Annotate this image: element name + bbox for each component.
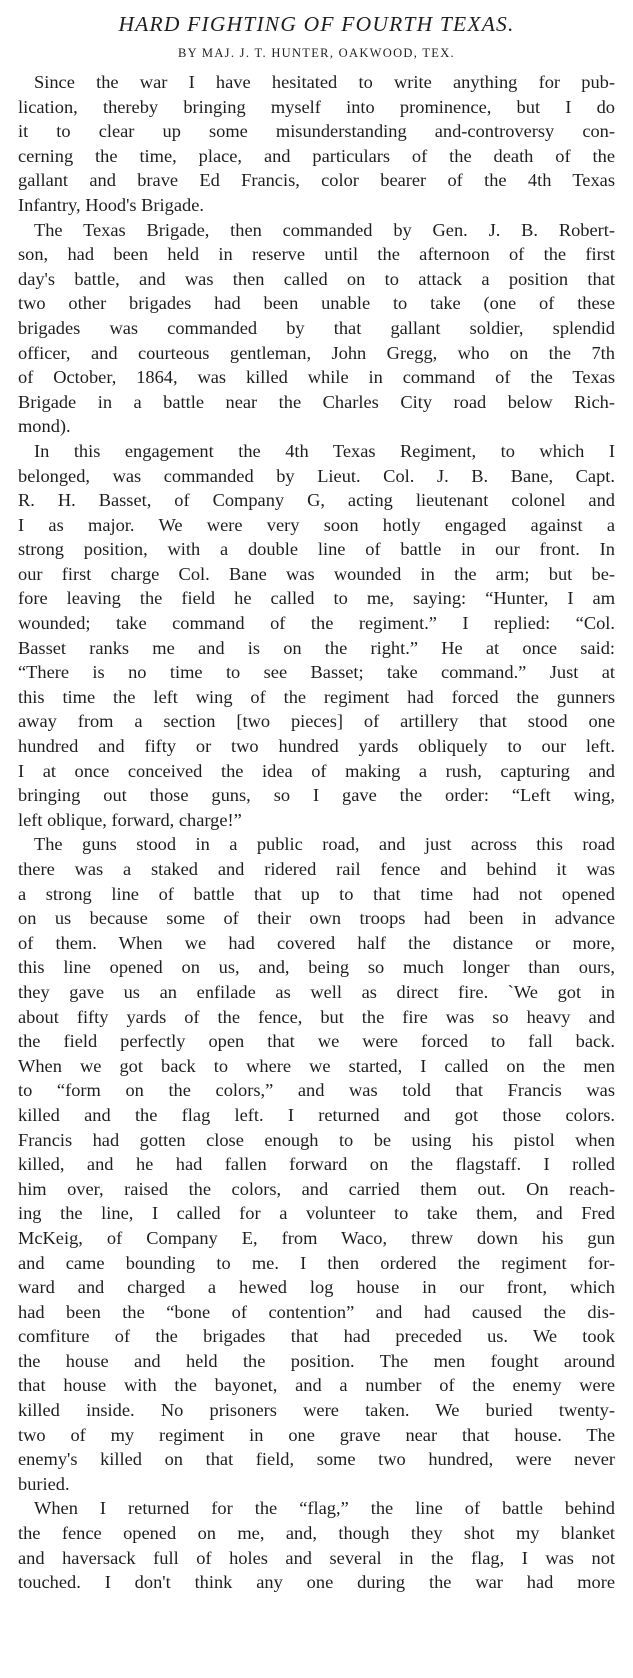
text-line: buried. [18, 1473, 70, 1494]
article-body [18, 70, 615, 1595]
text-line: I at once conceived the idea of making a rush, capturing and [18, 760, 615, 781]
text-line: away from a section [two pieces] of artillery that stood one [18, 711, 615, 732]
text-line: this time the left wing of the regiment had forced the gunners [18, 686, 615, 707]
text-line: son, had been held in reserve until the afternoon of the first [18, 244, 615, 265]
paragraph [18, 832, 615, 1496]
text-line: this line opened on us, and, being so much longer than ours, [18, 957, 615, 978]
text-line: day's battle, and was then called on to attack a position that [18, 268, 615, 289]
article-byline: BY MAJ. J. T. HUNTER, OAKWOOD, TEX. [178, 46, 455, 60]
text-line: The Texas Brigade, then commanded by Gen. J. B. Robert- [34, 219, 615, 240]
text-line: our first charge Col. Bane was wounded in the arm; but be- [18, 563, 615, 584]
text-line: it to clear up some misunderstanding and-controversy con- [18, 121, 615, 142]
paragraph [18, 70, 615, 218]
text-line: there was a staked and ridered rail fence and behind it was [18, 859, 615, 879]
text-line: wounded; take command of the regiment.” I replied: “Col. [18, 613, 615, 634]
text-line: Basset ranks me and is on the right.” He at once said: [18, 637, 615, 658]
text-line: Francis had gotten close enough to be using his pistol when [18, 1129, 615, 1150]
text-line: to “form on the colors,” and was told that Francis was [18, 1080, 615, 1101]
text-line: lication, thereby bringing myself into prominence, but I do [18, 96, 615, 117]
text-line: touched. I don't think any one during the war had more [18, 1572, 615, 1593]
text-line: enemy's killed on that field, some two hundred, were never [18, 1449, 615, 1470]
text-line: R. H. Basset, of Company G, acting lieutenant colonel and [18, 490, 615, 511]
paragraph [18, 439, 615, 833]
text-line: the field perfectly open that we were forced to fall back. [18, 1031, 615, 1052]
text-line: comfiture of the brigades that had preceded us. We took [18, 1326, 615, 1347]
text-line: Since the war I have hesitated to write anything for pub- [34, 72, 615, 92]
text-line: In this engagement the 4th Texas Regiment, to which I [34, 440, 615, 461]
text-line: cerning the time, place, and particulars of the death of the [18, 145, 615, 166]
text-line: hundred and fifty or two hundred yards obliquely to our left. [18, 736, 615, 757]
text-line: gallant and brave Ed Francis, color bearer of the 4th Texas [18, 170, 615, 191]
text-line: “There is no time to see Basset; take command.” Just at [18, 662, 615, 683]
text-line: When I returned for the “flag,” the line of battle behind [34, 1498, 615, 1519]
text-line: killed inside. No prisoners were taken. We buried twenty- [18, 1400, 615, 1421]
text-line: had been the “bone of contention” and had caused the dis- [18, 1301, 615, 1322]
text-line: McKeig, of Company E, from Waco, threw down his gun [18, 1227, 615, 1248]
paragraph [18, 218, 615, 439]
text-line: Infantry, Hood's Brigade. [18, 194, 204, 215]
text-line: I as major. We were very soon hotly engaged against a [18, 514, 615, 535]
text-line: a strong line of battle that up to that time had not opened [18, 883, 615, 904]
text-line: brigades was commanded by that gallant soldier, splendid [18, 317, 615, 338]
text-line: about fifty yards of the fence, but the fire was so heavy and [18, 1006, 615, 1027]
text-line: that house with the bayonet, and a number of the enemy were [18, 1375, 615, 1396]
text-line: ward and charged a hewed log house in our front, which [18, 1277, 615, 1298]
text-line: strong position, with a double line of battle in our front. In [18, 539, 615, 560]
text-line: officer, and courteous gentleman, John Gregg, who on the 7th [18, 342, 615, 363]
text-line: belonged, was commanded by Lieut. Col. J. B. Bane, Capt. [18, 465, 615, 486]
text-line: fore leaving the field he called to me, saying: “Hunter, I am [18, 588, 615, 609]
text-line: on us because some of their own troops had been in advance [18, 908, 615, 929]
paragraph [18, 1496, 615, 1594]
text-line: and came bounding to me. I then ordered the regiment for- [18, 1252, 615, 1273]
text-line: the fence opened on me, and, though they shot my blanket [18, 1523, 615, 1544]
article-title: HARD FIGHTING OF FOURTH TEXAS. [118, 12, 515, 36]
text-line: When we got back to where we started, I called on the men [18, 1055, 615, 1076]
document-page [18, 10, 615, 1595]
text-line: him over, raised the colors, and carried them out. On reach- [18, 1178, 615, 1199]
text-line: The guns stood in a public road, and just across this road [34, 834, 615, 855]
text-line: killed and the flag left. I returned and got those colors. [18, 1104, 615, 1125]
text-line: bringing out those guns, so I gave the order: “Left wing, [18, 785, 615, 806]
text-line: the house and held the position. The men fought around [18, 1350, 615, 1371]
text-line: killed, and he had fallen forward on the flagstaff. I rolled [18, 1154, 615, 1175]
text-line: left oblique, forward, charge!” [18, 809, 242, 830]
text-line: mond). [18, 416, 71, 437]
text-line: two other brigades had been unable to take (one of these [18, 293, 615, 314]
text-line: Brigade in a battle near the Charles City road below Rich- [18, 391, 615, 412]
text-line: of them. When we had covered half the distance or more, [18, 932, 615, 953]
text-line: two of my regiment in one grave near that house. The [18, 1424, 615, 1445]
text-line: of October, 1864, was killed while in command of the Texas [18, 367, 615, 388]
text-line: they gave us an enfilade as well as direct fire. `We got in [18, 981, 615, 1002]
text-line: ing the line, I called for a volunteer to take them, and Fred [18, 1203, 615, 1224]
text-line: and haversack full of holes and several in the flag, I was not [18, 1547, 615, 1568]
